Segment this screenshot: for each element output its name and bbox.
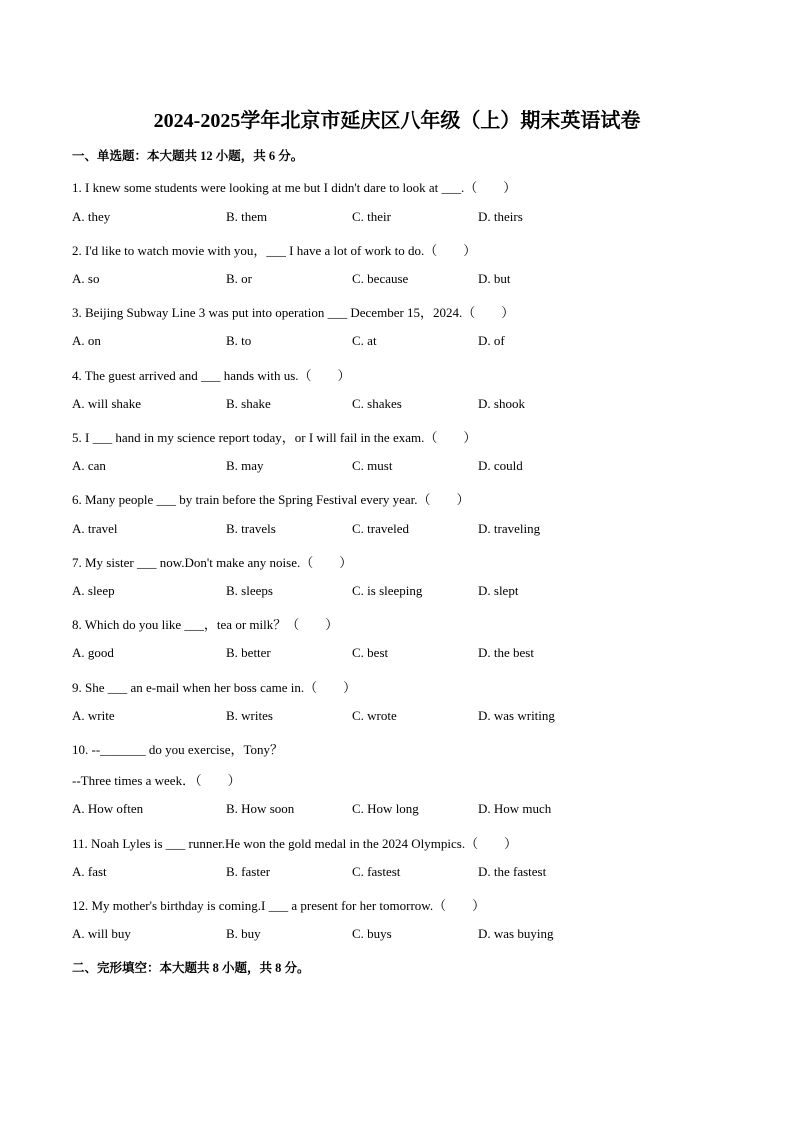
question-10-option-a: A. How often [72,801,144,816]
question-5-option-c: C. must [352,458,393,473]
question-5-stem: 5. I ___ hand in my science report today，or I will fail in the exam.（ ） [72,430,477,445]
question-9-option-b: B. writes [226,708,273,723]
question-1-option-a: A. they [72,209,111,224]
question-12-option-a: A. will buy [72,926,131,941]
question-7-stem: 7. My sister ___ now.Don't make any noise.（ ） [72,555,353,570]
question-6-option-b: B. travels [226,521,276,536]
question-3-option-c: C. at [352,333,377,348]
question-9-option-a: A. write [72,708,115,723]
question-3-option-d: D. of [478,333,505,348]
question-12-stem: 12. My mother's birthday is coming.I ___ a present for her tomorrow.（ ） [72,898,486,913]
question-7-option-a: A. sleep [72,583,115,598]
exam-title: 2024-2025学年北京市延庆区八年级（上）期末英语试卷 [153,110,641,132]
question-12-option-c: C. buys [352,926,392,941]
question-9-option-d: D. was writing [478,708,555,723]
question-1-option-c: C. their [352,209,391,224]
question-8-stem: 8. Which do you like ___，tea or milk？（ ） [72,617,339,632]
question-4-option-a: A. will shake [72,396,141,411]
question-12-option-b: B. buy [226,926,261,941]
question-1-option-b: B. them [226,209,268,224]
question-5-option-b: B. may [226,458,264,473]
question-2-stem: 2. I'd like to watch movie with you，___ I have a lot of work to do.（ ） [72,243,477,258]
question-2-option-a: A. so [72,271,100,286]
question-4-option-d: D. shook [478,396,525,411]
question-10-stem-reply: --Three times a week．（ ） [72,773,241,788]
question-3-option-a: A. on [72,333,101,348]
question-10-option-b: B. How soon [226,801,295,816]
section-heading-cloze: 二、完形填空：本大题共 8 小题，共 8 分。 [72,961,310,975]
question-5-option-a: A. can [72,458,106,473]
question-2-option-b: B. or [226,271,252,286]
question-4-option-b: B. shake [226,396,271,411]
question-6-stem: 6. Many people ___ by train before the Spring Festival every year.（ ） [72,492,470,507]
question-6-option-a: A. travel [72,521,118,536]
question-12-option-d: D. was buying [478,926,554,941]
question-10-option-c: C. How long [352,801,419,816]
question-11-stem: 11. Noah Lyles is ___ runner.He won the gold medal in the 2024 Olympics.（ ） [72,836,518,851]
question-11-option-b: B. faster [226,864,271,879]
question-8-option-a: A. good [72,645,114,660]
question-8-option-d: D. the best [478,645,534,660]
question-7-option-b: B. sleeps [226,583,273,598]
question-11-option-a: A. fast [72,864,107,879]
question-2-option-d: D. but [478,271,511,286]
question-7-option-c: C. is sleeping [352,583,423,598]
question-1-option-d: D. theirs [478,209,523,224]
question-10-option-d: D. How much [478,801,552,816]
question-6-option-c: C. traveled [352,521,410,536]
question-6-option-d: D. traveling [478,521,541,536]
question-8-option-c: C. best [352,645,389,660]
question-4-option-c: C. shakes [352,396,402,411]
question-9-stem: 9. She ___ an e-mail when her boss came in.（ ） [72,680,357,695]
question-10-stem: 10. --_______ do you exercise，Tony？ [72,742,284,757]
section-heading-single-choice: 一、单选题：本大题共 12 小题，共 6 分。 [72,149,304,163]
question-4-stem: 4. The guest arrived and ___ hands with us.（ ） [72,368,351,383]
question-11-option-d: D. the fastest [478,864,547,879]
question-3-option-b: B. to [226,333,252,348]
question-3-stem: 3. Beijing Subway Line 3 was put into operation ___ December 15，2024.（ ） [72,305,515,320]
question-1-stem: 1. I knew some students were looking at me but I didn't dare to look at ___.（ ） [72,180,517,195]
question-2-option-c: C. because [352,271,409,286]
question-7-option-d: D. slept [478,583,519,598]
question-5-option-d: D. could [478,458,523,473]
question-11-option-c: C. fastest [352,864,401,879]
question-9-option-c: C. wrote [352,708,397,723]
question-8-option-b: B. better [226,645,271,660]
